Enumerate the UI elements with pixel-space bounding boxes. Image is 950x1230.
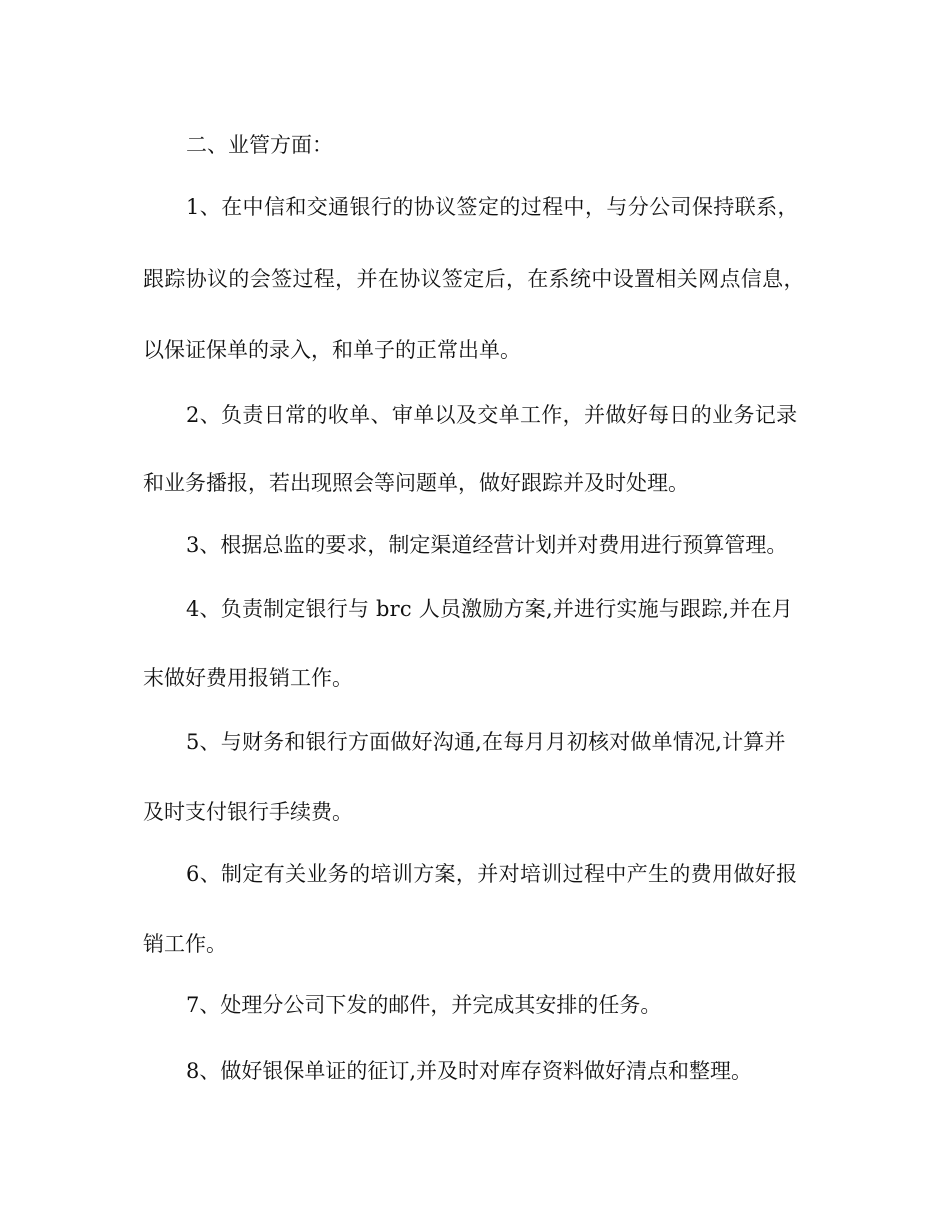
paragraph-line: 及时支付银行手续费。	[143, 800, 353, 824]
paragraph-line: 以保证保单的录入，和单子的正常出单。	[143, 338, 521, 362]
paragraph-line: 4、负责制定银行与 brc 人员激励方案,并进行实施与跟踪,并在月	[186, 597, 793, 621]
paragraph-line: 末做好费用报销工作。	[143, 666, 353, 690]
paragraph-line: 跟踪协议的会签过程，并在协议签定后，在系统中设置相关网点信息，	[143, 267, 805, 291]
paragraph-line: 8、做好银保单证的征订,并及时对库存资料做好清点和整理。	[186, 1059, 753, 1083]
paragraph-line: 5、与财务和银行方面做好沟通,在每月月初核对做单情况,计算并	[186, 730, 786, 754]
paragraph-line: 6、制定有关业务的培训方案，并对培训过程中产生的费用做好报	[186, 862, 798, 886]
paragraph-line: 1、在中信和交通银行的协议签定的过程中，与分公司保持联系，	[186, 195, 799, 219]
paragraph-line: 2、负责日常的收单、审单以及交单工作，并做好每日的业务记录	[186, 403, 798, 427]
paragraph-line: 3、根据总监的要求，制定渠道经营计划并对费用进行预算管理。	[186, 533, 788, 557]
paragraph-line: 和业务播报，若出现照会等问题单，做好跟踪并及时处理。	[143, 471, 689, 495]
paragraph-line: 销工作。	[143, 932, 227, 956]
paragraph-line: 7、处理分公司下发的邮件，并完成其安排的任务。	[186, 993, 662, 1017]
section-heading: 二、业管方面：	[186, 133, 333, 157]
